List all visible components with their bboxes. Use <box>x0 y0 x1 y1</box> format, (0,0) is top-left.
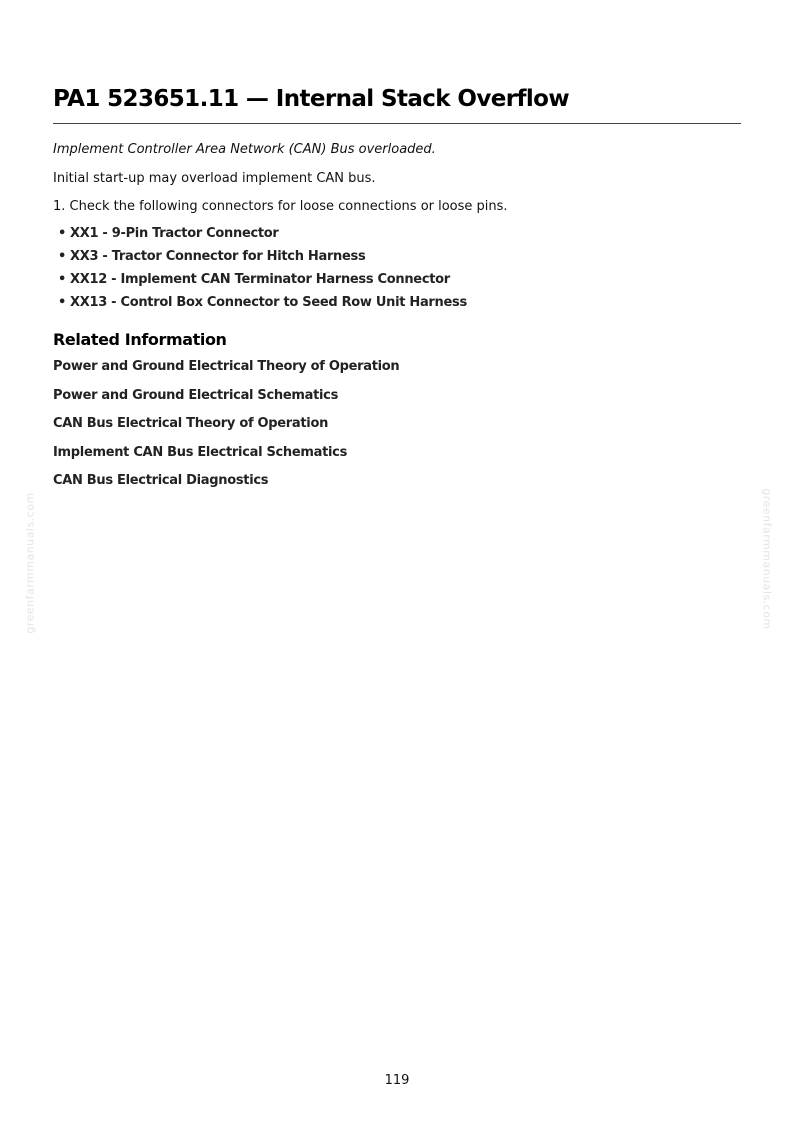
title-divider <box>53 123 741 124</box>
connector-label: XX3 - Tractor Connector for Hitch Harness <box>70 249 366 264</box>
connector-label: XX12 - Implement CAN Terminator Harness Connector <box>70 272 450 287</box>
connector-item <box>58 249 467 272</box>
related-link-can-bus-diagnostics[interactable]: CAN Bus Electrical Diagnostics <box>53 473 269 488</box>
watermark-right: greenfarmmanuals.com <box>760 488 774 630</box>
related-information-heading: Related Information <box>53 330 227 349</box>
step-1-text: 1. Check the following connectors for loose connections or loose pins. <box>53 199 508 214</box>
related-link-can-bus-theory[interactable]: CAN Bus Electrical Theory of Operation <box>53 416 329 431</box>
bullet-icon: • <box>58 272 67 287</box>
fault-summary: Implement Controller Area Network (CAN) Bus overloaded. <box>53 142 436 157</box>
bullet-icon: • <box>58 295 67 310</box>
page-number: 119 <box>384 1073 410 1088</box>
connector-list <box>58 226 467 318</box>
bullet-icon: • <box>58 249 67 264</box>
related-links-list <box>53 359 399 502</box>
connector-item <box>58 272 467 295</box>
connector-item <box>58 295 467 318</box>
related-link-power-ground-theory[interactable]: Power and Ground Electrical Theory of Operation <box>53 359 400 374</box>
connector-label: XX1 - 9-Pin Tractor Connector <box>70 226 279 241</box>
intro-text: Initial start-up may overload implement CAN bus. <box>53 171 376 186</box>
page-title: PA1 523651.11 — Internal Stack Overflow <box>53 86 570 112</box>
connector-label: XX13 - Control Box Connector to Seed Row Unit Harness <box>70 295 467 310</box>
related-link-implement-can-schematics[interactable]: Implement CAN Bus Electrical Schematics <box>53 444 348 460</box>
related-link-power-ground-schematics[interactable]: Power and Ground Electrical Schematics <box>53 387 339 403</box>
connector-item <box>58 226 467 249</box>
bullet-icon: • <box>58 226 67 241</box>
watermark-left: greenfarmmanuals.com <box>23 492 37 634</box>
